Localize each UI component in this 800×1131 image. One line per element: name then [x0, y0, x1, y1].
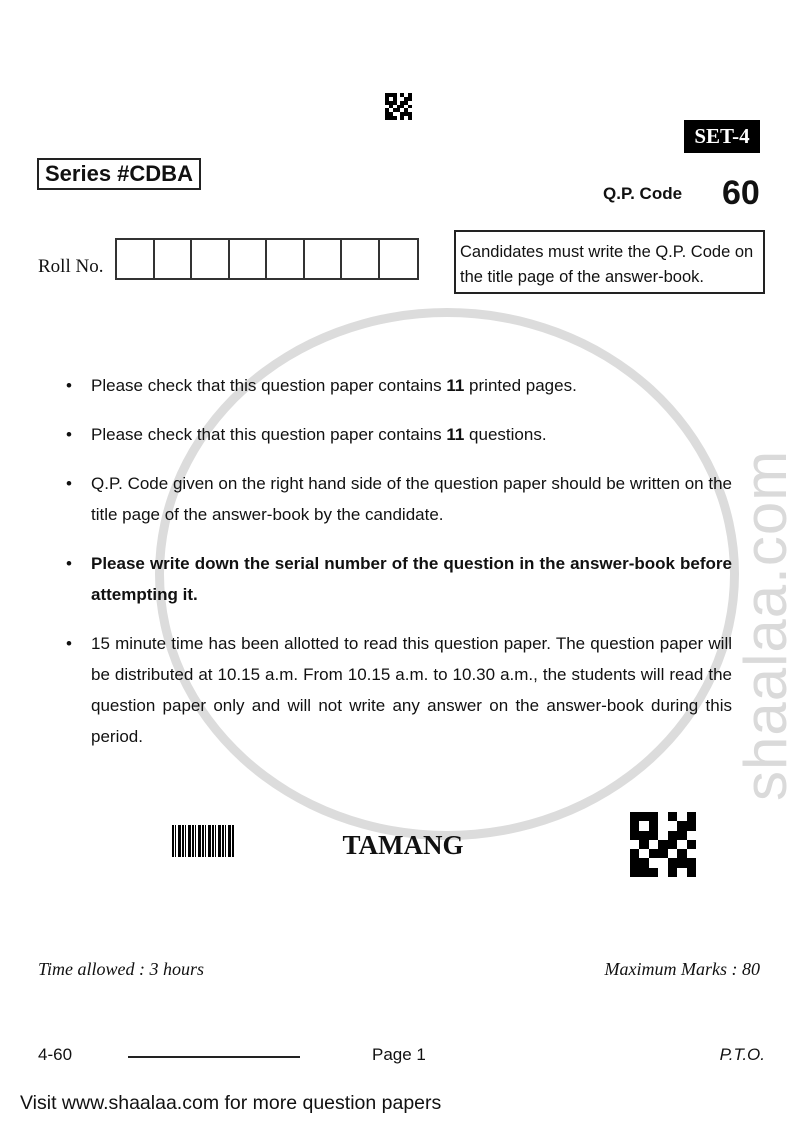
- qp-code-value: 60: [722, 174, 760, 212]
- roll-no-cell[interactable]: [117, 240, 155, 278]
- instruction-text: 11: [446, 425, 465, 444]
- instruction-text: Please check that this question paper contains: [91, 425, 447, 444]
- instruction-item: [62, 548, 732, 610]
- roll-no-cell[interactable]: [305, 240, 343, 278]
- instruction-text: questions.: [464, 425, 547, 444]
- maximum-marks: Maximum Marks : 80: [604, 959, 760, 979]
- instructions-list: [62, 370, 732, 770]
- pto-label: P.T.O.: [719, 1045, 765, 1064]
- qp-code-label: Q.P. Code: [603, 184, 683, 203]
- instruction-text: 15 minute time has been allotted to read this question paper. The question paper will be distributed at 10.15 a.m. From 10.15 a.m. to 10.30 a.m., the students will read the question paper only and will not write any answer on the answer-book during this period.: [91, 634, 732, 746]
- roll-no-cell[interactable]: [230, 240, 268, 278]
- roll-no-cell[interactable]: [155, 240, 193, 278]
- instruction-item: [62, 468, 732, 530]
- instruction-item: [62, 370, 732, 401]
- instruction-text: Q.P. Code given on the right hand side of the question paper should be written on the title page of the answer-book by the candidate.: [91, 474, 732, 524]
- roll-no-cell[interactable]: [192, 240, 230, 278]
- instruction-item: [62, 419, 732, 450]
- roll-no-cell[interactable]: [380, 240, 418, 278]
- instruction-item: [62, 628, 732, 752]
- qr-code: [630, 812, 696, 877]
- watermark: shaalaa.com: [732, 449, 799, 801]
- series-label: Series #CDBA: [37, 158, 201, 190]
- roll-no-cell[interactable]: [267, 240, 305, 278]
- instruction-text: 11: [446, 376, 465, 395]
- time-allowed: Time allowed : 3 hours: [38, 959, 205, 979]
- barcode: [172, 825, 234, 857]
- roll-no-boxes[interactable]: [115, 238, 419, 280]
- roll-no-cell[interactable]: [342, 240, 380, 278]
- visit-link[interactable]: Visit www.shaalaa.com for more question papers: [20, 1092, 442, 1114]
- page-number: Page 1: [372, 1045, 426, 1064]
- qr-code-small: [385, 93, 412, 120]
- subject-title: TAMANG: [342, 830, 464, 860]
- candidate-note: Candidates must write the Q.P. Code on the title page of the answer-book.: [454, 230, 765, 294]
- instruction-text: Please write down the serial number of the question in the answer-book before attempting it.: [91, 554, 732, 604]
- paper-code: 4-60: [38, 1045, 73, 1064]
- roll-no-label: Roll No.: [38, 256, 104, 277]
- set-badge: SET-4: [684, 120, 760, 153]
- footer-rule: [128, 1056, 300, 1058]
- instruction-text: Please check that this question paper contains: [91, 376, 447, 395]
- instruction-text: printed pages.: [464, 376, 577, 395]
